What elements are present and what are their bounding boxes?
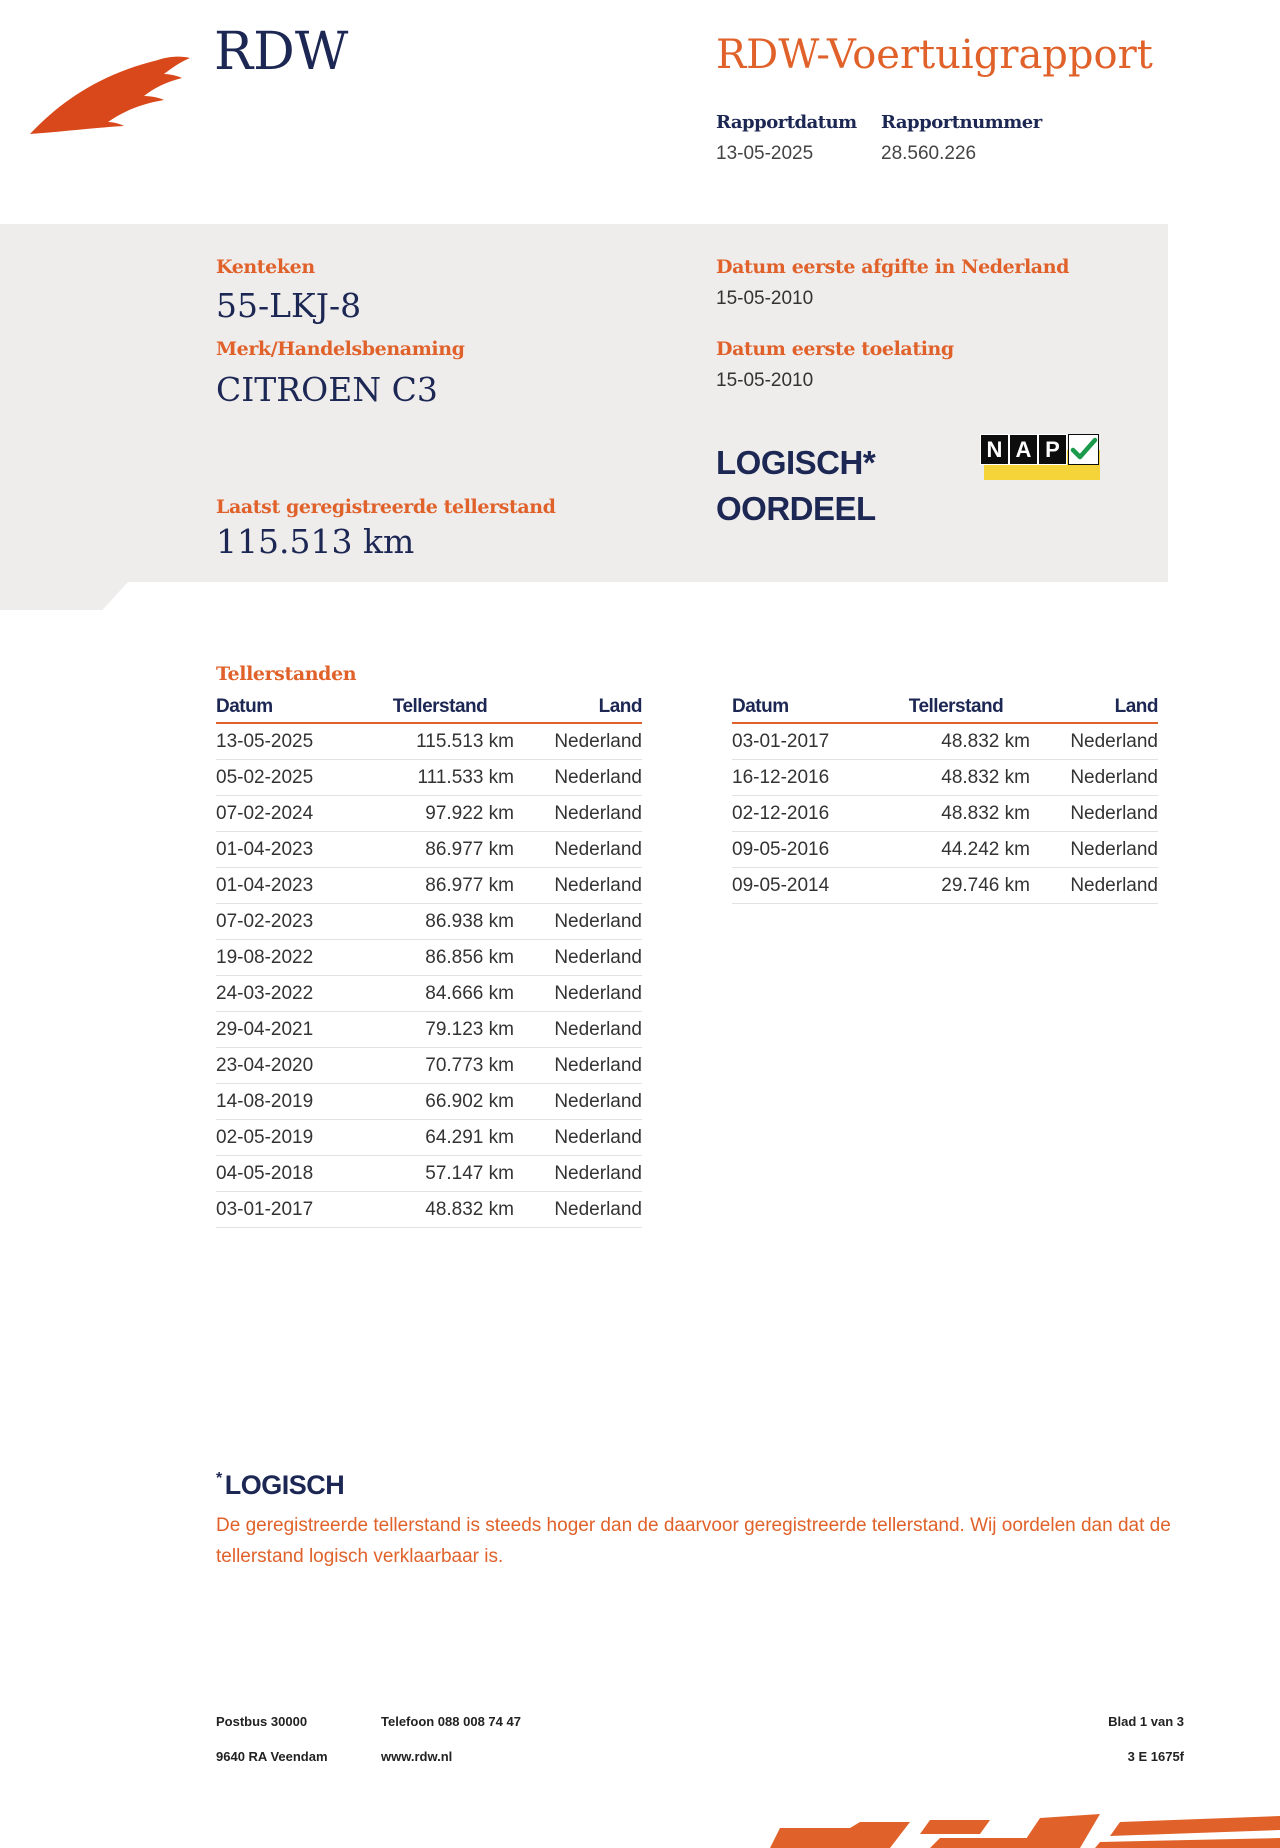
cell-country: Nederland bbox=[514, 1192, 642, 1228]
cell-date: 13-05-2025 bbox=[216, 723, 366, 760]
cell-date: 09-05-2014 bbox=[732, 868, 882, 904]
column-header-odometer: Tellerstand bbox=[882, 694, 1030, 723]
table-row bbox=[216, 1084, 642, 1120]
footnote-title bbox=[216, 1470, 344, 1501]
cell-odometer: 48.832 km bbox=[882, 760, 1030, 796]
cell-country: Nederland bbox=[1030, 796, 1158, 832]
cell-date: 03-01-2017 bbox=[216, 1192, 366, 1228]
cell-date: 24-03-2022 bbox=[216, 976, 366, 1012]
cell-date: 16-12-2016 bbox=[732, 760, 882, 796]
nap-letter-n: N bbox=[980, 434, 1009, 465]
column-header-odometer: Tellerstand bbox=[366, 694, 514, 723]
cell-country: Nederland bbox=[1030, 760, 1158, 796]
cell-odometer: 70.773 km bbox=[366, 1048, 514, 1084]
cell-country: Nederland bbox=[1030, 868, 1158, 904]
nap-badge bbox=[980, 434, 1102, 484]
cell-date: 01-04-2023 bbox=[216, 832, 366, 868]
cell-country: Nederland bbox=[514, 723, 642, 760]
table-row bbox=[216, 1012, 642, 1048]
cell-country: Nederland bbox=[514, 1048, 642, 1084]
footnote-star: * bbox=[216, 1470, 222, 1487]
cell-country: Nederland bbox=[514, 976, 642, 1012]
table-row bbox=[216, 868, 642, 904]
table-row bbox=[216, 723, 642, 760]
table-row bbox=[216, 832, 642, 868]
table-row bbox=[732, 723, 1158, 760]
cell-date: 07-02-2024 bbox=[216, 796, 366, 832]
table-row bbox=[216, 1156, 642, 1192]
footer-city: 9640 RA Veendam bbox=[216, 1749, 328, 1764]
cell-date: 29-04-2021 bbox=[216, 1012, 366, 1048]
cell-country: Nederland bbox=[514, 1120, 642, 1156]
table-row bbox=[216, 796, 642, 832]
verdict-line2: OORDEEL bbox=[716, 490, 876, 527]
cell-odometer: 29.746 km bbox=[882, 868, 1030, 904]
odometer-table-right bbox=[732, 694, 1158, 904]
table-header-row bbox=[216, 694, 642, 723]
table-row bbox=[732, 832, 1158, 868]
footer-page-number: Blad 1 van 3 bbox=[1108, 1714, 1184, 1729]
cell-country: Nederland bbox=[514, 1012, 642, 1048]
cell-country: Nederland bbox=[514, 1156, 642, 1192]
cell-date: 01-04-2023 bbox=[216, 868, 366, 904]
cell-country: Nederland bbox=[514, 904, 642, 940]
table-row bbox=[216, 976, 642, 1012]
table-row bbox=[216, 940, 642, 976]
cell-date: 03-01-2017 bbox=[732, 723, 882, 760]
cell-odometer: 48.832 km bbox=[366, 1192, 514, 1228]
footer-document-code: 3 E 1675f bbox=[1127, 1749, 1184, 1764]
report-title: RDW-Voertuigrapport bbox=[716, 32, 1153, 78]
footer-phone: Telefoon 088 008 74 47 bbox=[381, 1714, 521, 1729]
first-admission-value: 15-05-2010 bbox=[716, 370, 814, 391]
report-number-label: Rapportnummer bbox=[881, 112, 1042, 133]
footnote-text: De geregistreerde tellerstand is steeds hoger dan de daarvoor geregistreerde tellerstand. Wij oordelen dan dat de tellerstand logisch verklaarbaar is. bbox=[216, 1515, 1171, 1567]
first-admission-label: Datum eerste toelating bbox=[716, 338, 954, 360]
first-issue-nl-label: Datum eerste afgifte in Nederland bbox=[716, 256, 1070, 278]
cell-country: Nederland bbox=[514, 1084, 642, 1120]
column-header-country: Land bbox=[1030, 694, 1158, 723]
verdict bbox=[716, 440, 876, 532]
report-date-value: 13-05-2025 bbox=[716, 143, 814, 164]
table-header-row bbox=[732, 694, 1158, 723]
cell-odometer: 86.977 km bbox=[366, 832, 514, 868]
cell-date: 02-05-2019 bbox=[216, 1120, 366, 1156]
cell-odometer: 86.938 km bbox=[366, 904, 514, 940]
cell-country: Nederland bbox=[514, 796, 642, 832]
odometer-section-title: Tellerstanden bbox=[216, 663, 357, 685]
cell-odometer: 44.242 km bbox=[882, 832, 1030, 868]
footer-website[interactable]: www.rdw.nl bbox=[381, 1749, 453, 1764]
cell-country: Nederland bbox=[514, 868, 642, 904]
cell-odometer: 79.123 km bbox=[366, 1012, 514, 1048]
odometer-label: Laatst geregistreerde tellerstand bbox=[216, 496, 556, 518]
footer-stripes-decoration bbox=[740, 1808, 1280, 1848]
nap-letter-p: P bbox=[1038, 434, 1067, 465]
cell-odometer: 115.513 km bbox=[366, 723, 514, 760]
cell-odometer: 111.533 km bbox=[366, 760, 514, 796]
table-row bbox=[732, 760, 1158, 796]
cell-odometer: 97.922 km bbox=[366, 796, 514, 832]
cell-country: Nederland bbox=[514, 832, 642, 868]
cell-country: Nederland bbox=[1030, 723, 1158, 760]
rdw-logo-icon bbox=[30, 52, 192, 142]
cell-country: Nederland bbox=[514, 940, 642, 976]
cell-odometer: 57.147 km bbox=[366, 1156, 514, 1192]
table-row bbox=[216, 1192, 642, 1228]
make-value: CITROEN C3 bbox=[216, 370, 438, 409]
cell-odometer: 86.977 km bbox=[366, 868, 514, 904]
column-header-country: Land bbox=[514, 694, 642, 723]
cell-date: 04-05-2018 bbox=[216, 1156, 366, 1192]
cell-odometer: 66.902 km bbox=[366, 1084, 514, 1120]
cell-country: Nederland bbox=[514, 760, 642, 796]
table-row bbox=[732, 796, 1158, 832]
cell-odometer: 48.832 km bbox=[882, 796, 1030, 832]
first-issue-nl-value: 15-05-2010 bbox=[716, 288, 814, 309]
cell-date: 05-02-2025 bbox=[216, 760, 366, 796]
verdict-line1: LOGISCH* bbox=[716, 444, 876, 481]
cell-odometer: 84.666 km bbox=[366, 976, 514, 1012]
cell-odometer: 64.291 km bbox=[366, 1120, 514, 1156]
footnote-title-text: LOGISCH bbox=[224, 1470, 345, 1500]
cell-date: 14-08-2019 bbox=[216, 1084, 366, 1120]
cell-date: 19-08-2022 bbox=[216, 940, 366, 976]
cell-date: 02-12-2016 bbox=[732, 796, 882, 832]
column-header-date: Datum bbox=[216, 694, 366, 723]
table-row bbox=[216, 1120, 642, 1156]
table-row bbox=[216, 904, 642, 940]
table-row bbox=[732, 868, 1158, 904]
plate-label: Kenteken bbox=[216, 256, 315, 278]
nap-letter-a: A bbox=[1009, 434, 1038, 465]
cell-odometer: 86.856 km bbox=[366, 940, 514, 976]
checkmark-icon bbox=[1068, 434, 1099, 465]
cell-date: 23-04-2020 bbox=[216, 1048, 366, 1084]
summary-panel-notch bbox=[0, 582, 128, 610]
cell-country: Nederland bbox=[1030, 832, 1158, 868]
cell-odometer: 48.832 km bbox=[882, 723, 1030, 760]
table-row bbox=[216, 760, 642, 796]
report-number-value: 28.560.226 bbox=[881, 143, 977, 164]
plate-value: 55-LKJ-8 bbox=[216, 286, 362, 325]
table-row bbox=[216, 1048, 642, 1084]
report-date-label: Rapportdatum bbox=[716, 112, 857, 133]
brand-name: RDW bbox=[214, 22, 349, 82]
odometer-value: 115.513 km bbox=[216, 522, 415, 561]
cell-date: 07-02-2023 bbox=[216, 904, 366, 940]
footer-postbus: Postbus 30000 bbox=[216, 1714, 308, 1729]
column-header-date: Datum bbox=[732, 694, 882, 723]
cell-date: 09-05-2016 bbox=[732, 832, 882, 868]
make-label: Merk/Handelsbenaming bbox=[216, 338, 465, 360]
odometer-table-left bbox=[216, 694, 642, 1228]
